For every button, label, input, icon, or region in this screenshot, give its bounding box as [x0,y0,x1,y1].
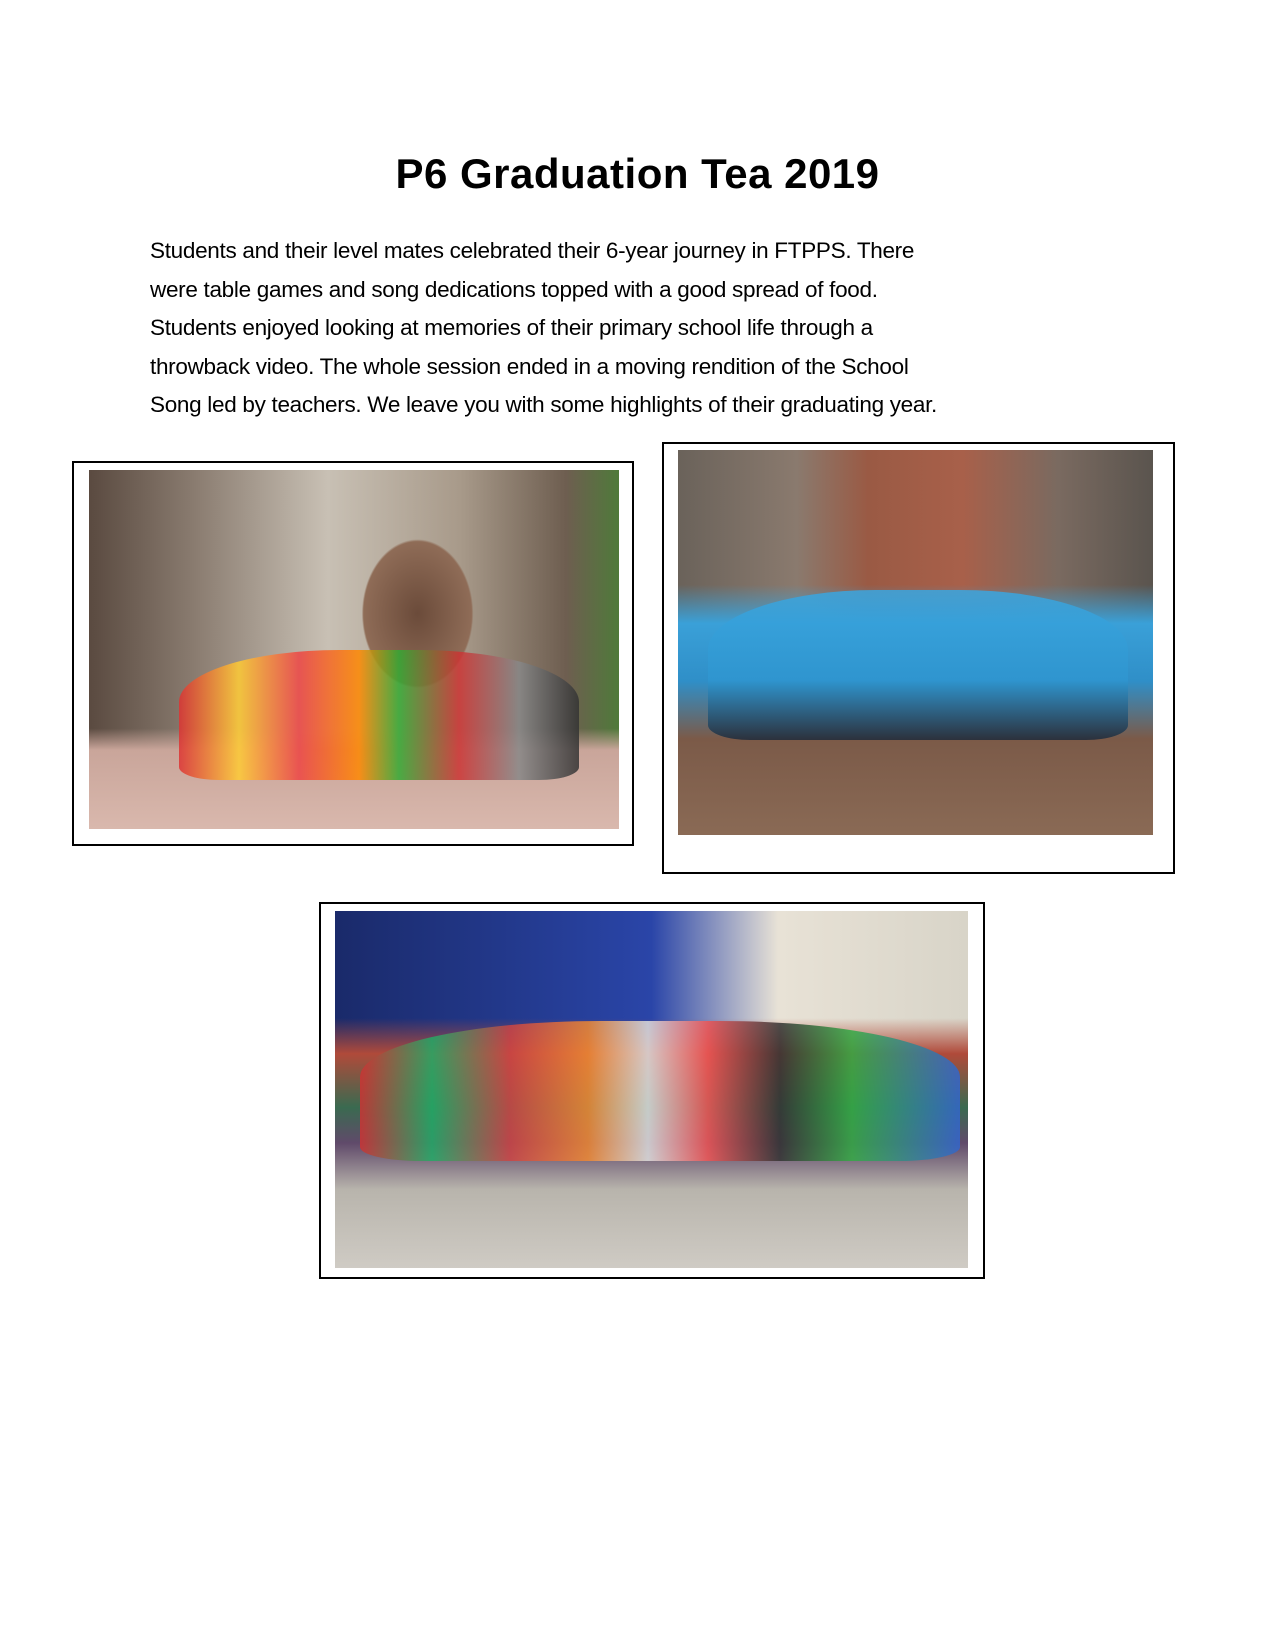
photo-plaza-group [335,911,968,1268]
paragraph-line: throwback video. The whole session ended in a moving rendition of the School [150,353,909,379]
student-group [179,650,579,780]
body-paragraph [150,232,1150,425]
student-group [708,590,1128,740]
paragraph-line: Students enjoyed looking at memories of their primary school life through a [150,315,873,340]
paragraph-line: Students and their level mates celebrated their 6-year journey in FTPPS. There [150,238,915,263]
page-title: P6 Graduation Tea 2019 [395,150,880,197]
paragraph-line: were table games and song dedications topped with a good spread of food. [150,276,878,302]
photo-fort-gate-group [89,470,619,829]
student-group [360,1021,960,1161]
photo-ruins-group [678,450,1153,835]
paragraph-line: Song led by teachers. We leave you with some highlights of their graduating year. [150,392,938,417]
